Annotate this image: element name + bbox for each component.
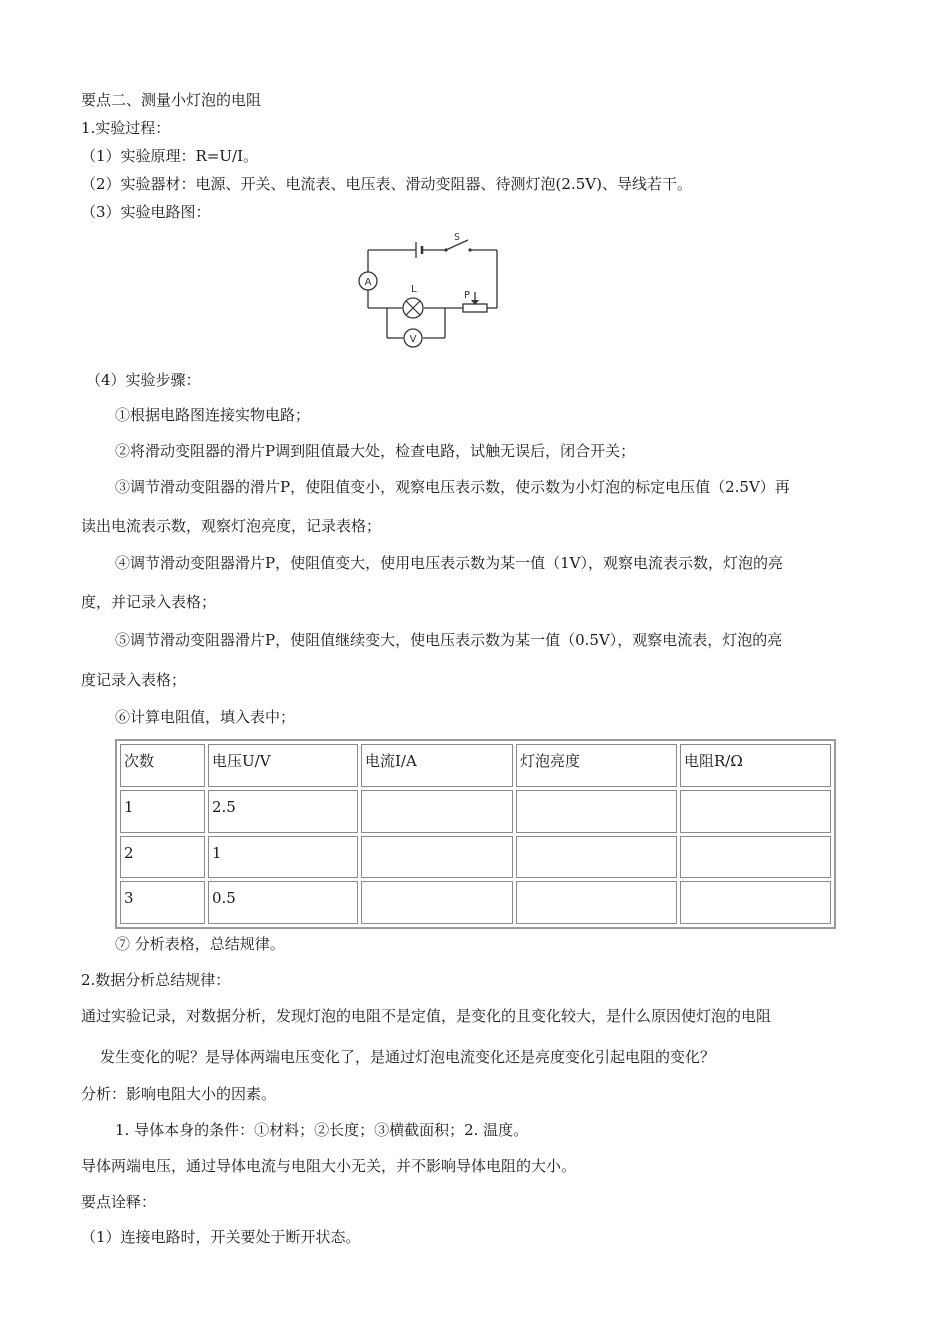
steps-heading: （4）实验步骤： xyxy=(86,371,201,389)
ammeter-label: A xyxy=(364,277,372,288)
principle-line: （1）实验原理：R=U/I。 xyxy=(81,147,259,165)
step-3: ③调节滑动变阻器的滑片P，使阻值变小，观察电压表示数，使示数为小灯泡的标定电压值（2.5V）再 xyxy=(115,478,790,496)
step-7: ⑦ 分析表格，总结规律。 xyxy=(115,935,285,953)
table-header-row xyxy=(120,744,831,787)
table-cell xyxy=(516,790,677,833)
lamp-label: L xyxy=(411,284,418,295)
equipment-line: （2）实验器材：电源、开关、电流表、电压表、滑动变阻器、待测灯泡(2.5V)、导线若干。 xyxy=(81,175,692,193)
table-cell xyxy=(516,836,677,879)
header-cell: 电压U/V xyxy=(208,744,358,787)
analysis-heading: 2.数据分析总结规律： xyxy=(81,971,231,989)
table-cell xyxy=(361,790,513,833)
table-cell xyxy=(361,881,513,924)
process-heading: 1.实验过程： xyxy=(81,119,171,137)
step-5-cont: 度记录入表格； xyxy=(81,671,187,689)
step-2: ②将滑动变阻器的滑片P调到阻值最大处，检查电路，试触无误后，闭合开关； xyxy=(115,442,636,460)
note-1: （1）连接电路时，开关要处于断开状态。 xyxy=(81,1228,361,1246)
section-title: 要点二、测量小灯泡的电阻 xyxy=(81,91,262,109)
table-row xyxy=(120,790,831,833)
step-5: ⑤调节滑动变阻器滑片P，使阻值继续变大，使电压表示数为某一值（0.5V），观察电流表，灯泡的亮 xyxy=(115,631,783,649)
slider-label: P xyxy=(464,290,471,301)
step-4: ④调节滑动变阻器滑片P，使阻值变大，使用电压表示数为某一值（1V），观察电流表示数，灯泡的亮 xyxy=(115,554,783,572)
step-3-cont: 读出电流表示数，观察灯泡亮度，记录表格； xyxy=(81,517,382,535)
voltmeter-label: V xyxy=(409,334,417,345)
data-table xyxy=(115,739,836,929)
table-cell: 1 xyxy=(208,836,358,879)
step-4-cont: 度，并记录入表格； xyxy=(81,593,217,611)
table-cell xyxy=(680,881,831,924)
table-cell xyxy=(680,836,831,879)
conclusion-line: 导体两端电压，通过导体电流与电阻大小无关，并不影响导体电阻的大小。 xyxy=(81,1157,577,1175)
factors-heading: 分析：影响电阻大小的因素。 xyxy=(81,1085,277,1103)
table-cell xyxy=(680,790,831,833)
table-cell: 3 xyxy=(120,881,205,924)
header-cell: 电阻R/Ω xyxy=(680,744,831,787)
factors-line: 1. 导体本身的条件：①材料；②长度；③横截面积；2. 温度。 xyxy=(115,1121,529,1139)
table-cell: 2 xyxy=(120,836,205,879)
table-cell: 2.5 xyxy=(208,790,358,833)
table-cell: 1 xyxy=(120,790,205,833)
step-1: ①根据电路图连接实物电路； xyxy=(115,406,311,424)
header-cell: 电流I/A xyxy=(361,744,513,787)
analysis-paragraph-2: 发生变化的呢？是导体两端电压变化了，是通过灯泡电流变化还是亮度变化引起电阻的变化？ xyxy=(100,1048,716,1066)
table-row xyxy=(120,881,831,924)
table-cell xyxy=(361,836,513,879)
header-cell: 次数 xyxy=(120,744,205,787)
table-row xyxy=(120,836,831,879)
analysis-paragraph-1: 通过实验记录，对数据分析，发现灯泡的电阻不是定值，是变化的且变化较大，是什么原因使灯泡的电阻 xyxy=(81,1007,772,1025)
table-cell xyxy=(516,881,677,924)
header-cell: 灯泡亮度 xyxy=(516,744,677,787)
notes-heading: 要点诠释： xyxy=(81,1193,157,1211)
rheostat-symbol xyxy=(463,304,487,312)
circuit-diagram xyxy=(350,228,500,358)
battery-symbol xyxy=(416,242,422,258)
circuit-heading: （3）实验电路图： xyxy=(81,203,211,221)
table-cell: 0.5 xyxy=(208,881,358,924)
step-6: ⑥计算电阻值，填入表中； xyxy=(115,708,296,726)
switch-label: S xyxy=(454,232,461,243)
